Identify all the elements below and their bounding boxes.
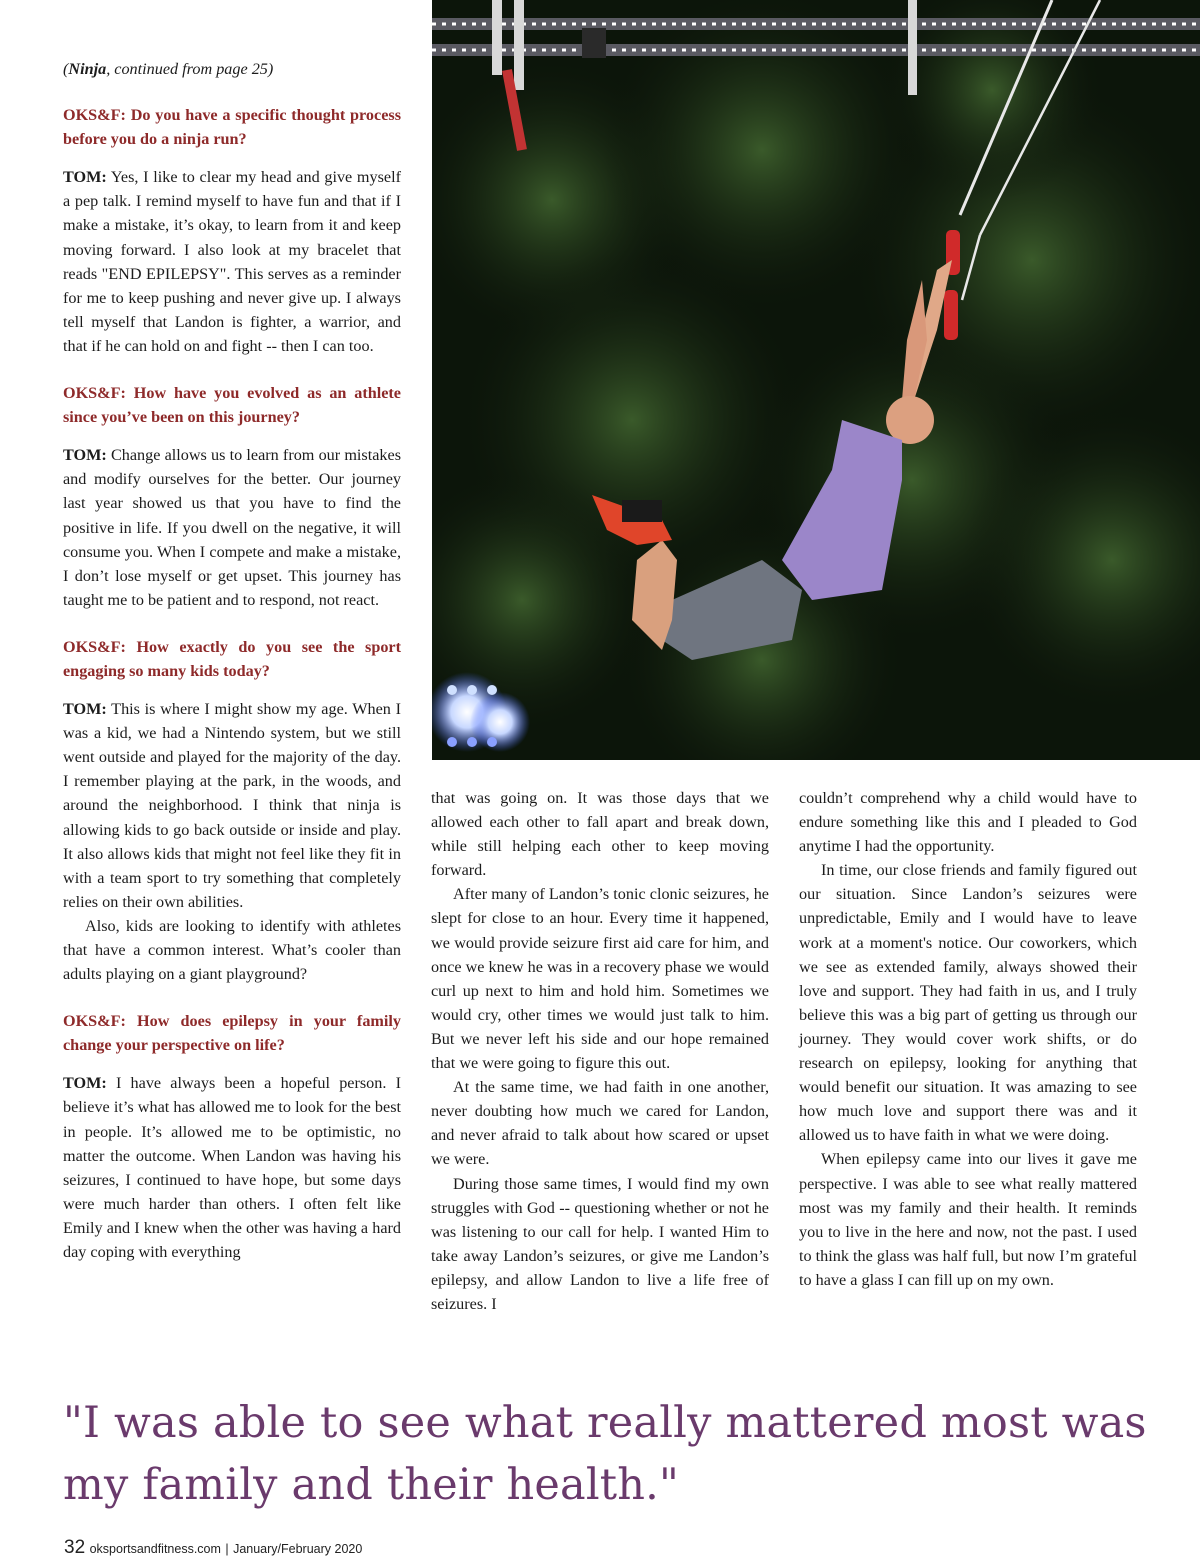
paragraph: couldn’t comprehend why a child would have to endure something like this and I pleaded to God anytime I had the opportunity. [799,789,1137,856]
speaker-label: TOM: [63,700,107,719]
paragraph: After many of Landon’s tonic clonic seizures, he slept for close to an hour. Every time it happened, we would provide seizure first aid care for him, and once we knew he was in a recovery phase we would curl up next to him and hold him. Sometimes we would cry, other times we would just talk to him. But we never left his side and our hope remained that we were going to figure this out. [431,885,770,1073]
question-3: OKS&F: How exactly do you see the sport engaging so many kids today? [63,637,401,680]
answer-3: TOM: This is where I might show my age. When I was a kid, we had a Nintendo system, but we still went outside and played for the majority of the day. I remember playing at the park, in the woods, and around the neighborhood. I think that ninja is allowing kids to go back outside or inside and play. It also allows kids that might not feel like they fit in with a team sport to try something that completely relies on their own abilities. [63,700,401,911]
question-1: OKS&F: Do you have a specific thought process before you do a ninja run? [63,106,401,149]
continued-note: (Ninja, continued from page 25) [63,60,274,78]
article-column-2 [431,786,769,1316]
speaker-label: TOM: [63,168,107,187]
continued-title: Ninja [68,60,107,78]
paragraph: At the same time, we had faith in one another, never doubting how much we cared for Landon, and never afraid to talk about how scared or upset we were. [431,1078,769,1169]
question-4: OKS&F: How does epilepsy in your family change your perspective on life? [63,1012,401,1055]
paragraph: that was going on. It was those days that we allowed each other to fall apart and break down, while still helping each other to keep moving forward. [431,789,769,880]
paragraph: In time, our close friends and family figured out our situation. Since Landon’s seizures were unpredictable, Emily and I would have to leave work at a moment's notice. Our coworkers, which we see as extended family, always showed their love and support. They had faith in us, and I truly believe this was a big part of getting us through our journey. They would cover work shifts, or do research on epilepsy, looking for anything that would benefit our situation. It was amazing to see how much love and support there was and it allowed us to have faith in what we were doing. [799,861,1137,1145]
page-footer [64,1537,362,1559]
article-column-1 [63,57,401,1264]
red-handle [944,290,958,340]
pull-quote: "I was able to see what really mattered most was my family and their health." [63,1398,1147,1510]
footer-issue: January/February 2020 [233,1542,363,1556]
ninja-photo [432,0,1200,760]
question-2: OKS&F: How have you evolved as an athlete since you’ve been on this journey? [63,384,401,427]
foliage [432,0,1200,760]
speaker-label: TOM: [63,1074,107,1093]
paragraph: When epilepsy came into our lives it gave me perspective. I was able to see what really mattered most was my family and their health. It reminds you to live in the here and now, not the past. I used to think the glass was half full, but now I’m grateful to have a glass I can fill up on my own. [799,1150,1137,1289]
speaker-label: TOM: [63,446,107,465]
footer-site: oksportsandfitness.com [89,1542,221,1556]
answer-4: TOM: I have always been a hopeful person. I believe it’s what has allowed me to look for the best in people. It’s allowed me to be optimistic, no matter the outcome. When Landon was having his seizures, I continued to have hope, but some days were much harder than others. I often felt like Emily and I knew when the other was having a hard day coping with everything [63,1074,401,1262]
page-number: 32 [64,1537,86,1558]
article-column-3 [799,786,1137,1292]
footer-separator: | [225,1542,229,1556]
answer-2: TOM: Change allows us to learn from our mistakes and modify ourselves for the better. Our journey last year showed us that you have to find the positive in life. If you dwell on the negative, it will consume you. When I compete and make a mistake, I don’t lose myself or get upset. This journey has taught me to be patient and to respond, not react. [63,446,401,609]
answer-1: TOM: Yes, I like to clear my head and give myself a pep talk. I remind myself to have fun and that if I make a mistake, it’s okay, to learn from it and keep moving forward. I also look at my bracelet that reads "END EPILEPSY". This serves as a reminder for me to keep pushing and never give up. I always tell myself that Landon is fighter, a warrior, and that if he can hold on and fight -- then I can too. [63,168,401,355]
answer-3-paragraph-2: Also, kids are looking to identify with athletes that have a common interest. What’s cooler than adults playing on a giant playground? [63,916,401,984]
paragraph: During those same times, I would find my own struggles with God -- questioning whether or not he was listening to our call for help. I wanted Him to take away Landon’s seizures, or give me Landon’s epilepsy, and allow Landon to live a life free of seizures. I [431,1174,769,1313]
